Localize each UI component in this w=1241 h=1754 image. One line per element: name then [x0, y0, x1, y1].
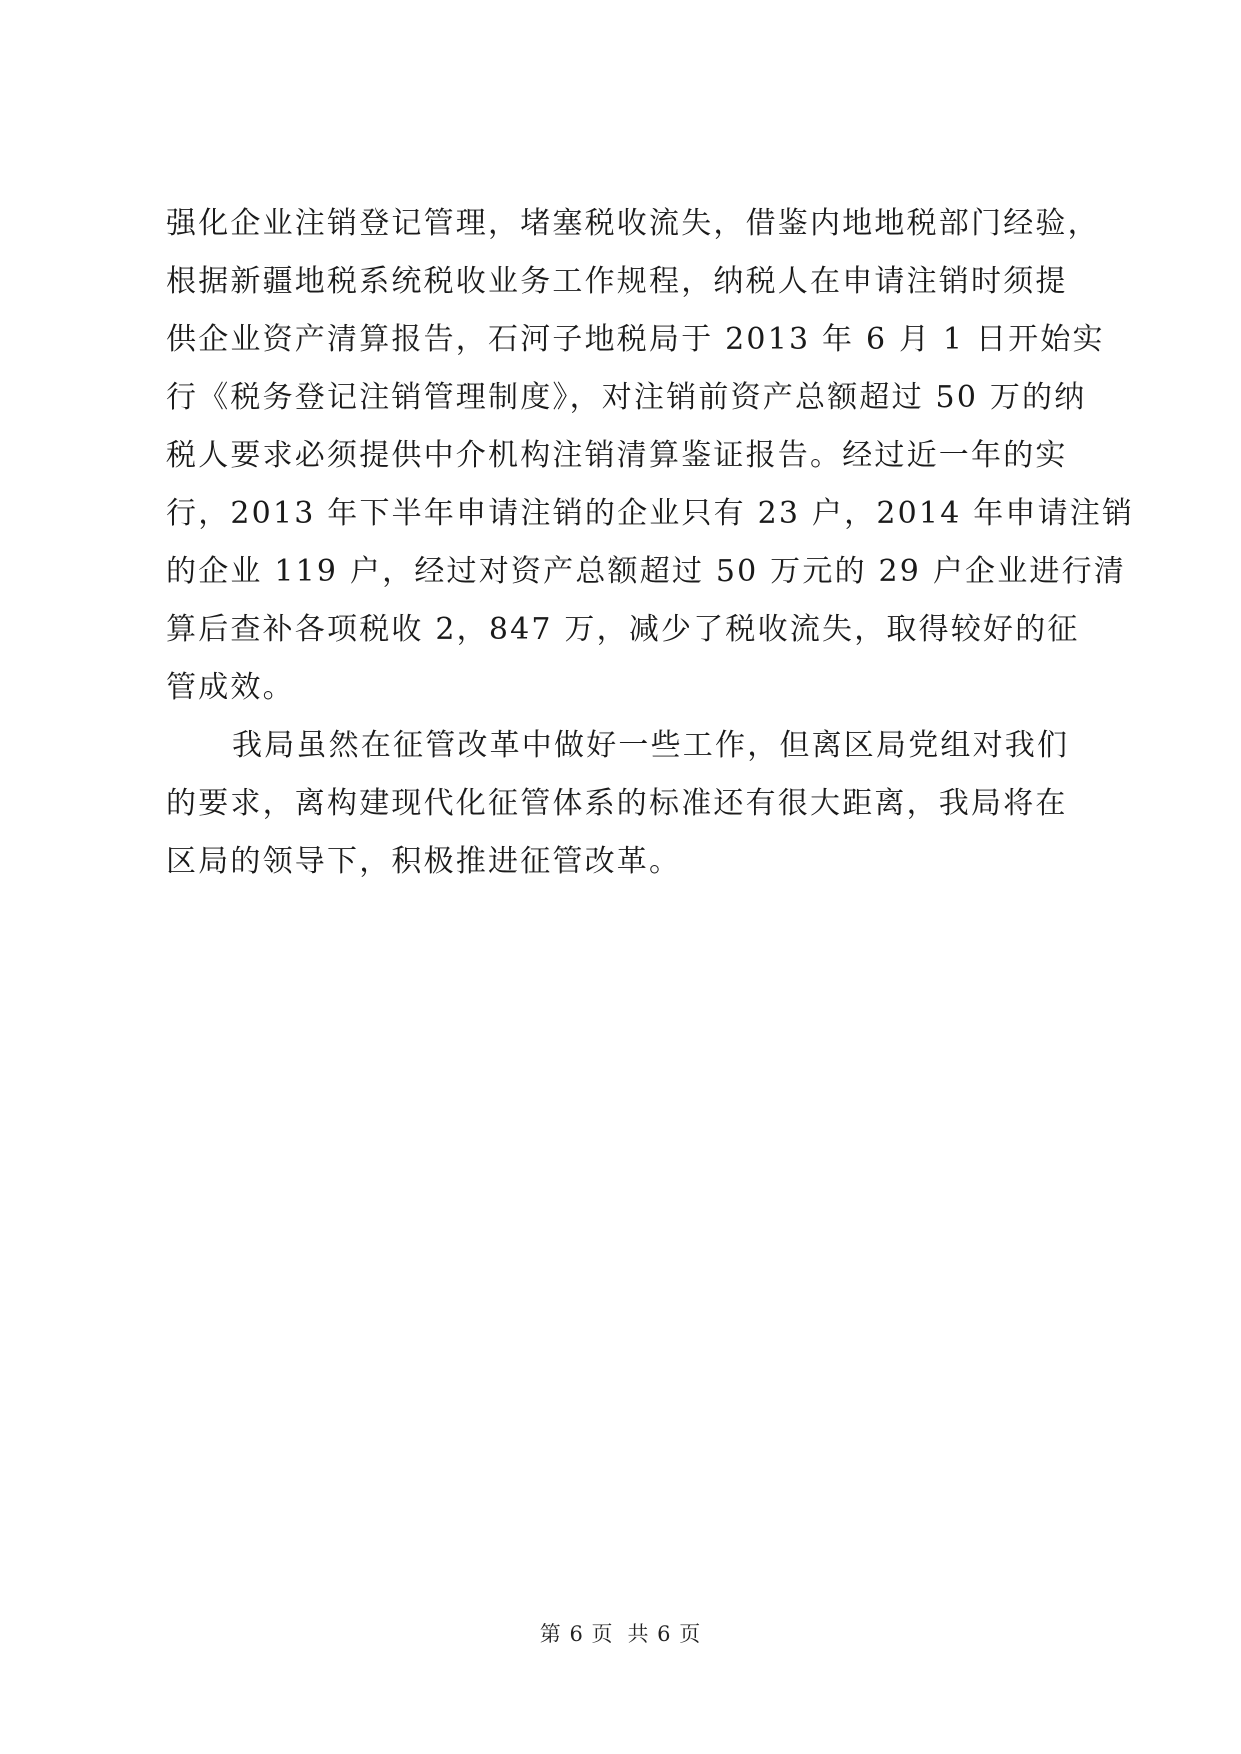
text-line: 供企业资产清算报告，石河子地税局于 2013 年 6 月 1 日开始实 — [166, 322, 1105, 357]
text-line: 强化企业注销登记管理，堵塞税收流失，借鉴内地地税部门经验， — [166, 206, 1100, 241]
page-number: 第 6 页 — [539, 1622, 614, 1646]
document-body — [166, 195, 1135, 891]
text-line: 管成效。 — [166, 670, 295, 705]
text-line: 算后查补各项税收 2，847 万，减少了税收流失，取得较好的征 — [166, 612, 1080, 647]
text-line: 区局的领导下，积极推进征管改革。 — [166, 844, 682, 879]
page-footer — [0, 1620, 1241, 1648]
paragraph-1 — [166, 195, 1135, 717]
text-line: 的要求，离构建现代化征管体系的标准还有很大距离，我局将在 — [166, 786, 1068, 821]
paragraph-2 — [166, 717, 1078, 891]
text-line: 税人要求必须提供中介机构注销清算鉴证报告。经过近一年的实 — [166, 438, 1068, 473]
text-line: 行，2013 年下半年申请注销的企业只有 23 户，2014 年申请注销 — [166, 496, 1135, 531]
page-total: 共 6 页 — [627, 1622, 702, 1646]
text-line: 的企业 119 户，经过对资产总额超过 50 万元的 29 户企业进行清 — [166, 554, 1127, 589]
text-line: 我局虽然在征管改革中做好一些工作，但离区局党组对我们 — [232, 728, 1070, 763]
text-line: 行《税务登记注销管理制度》，对注销前资产总额超过 50 万的纳 — [166, 380, 1087, 415]
text-line: 根据新疆地税系统税收业务工作规程，纳税人在申请注销时须提 — [166, 264, 1068, 299]
